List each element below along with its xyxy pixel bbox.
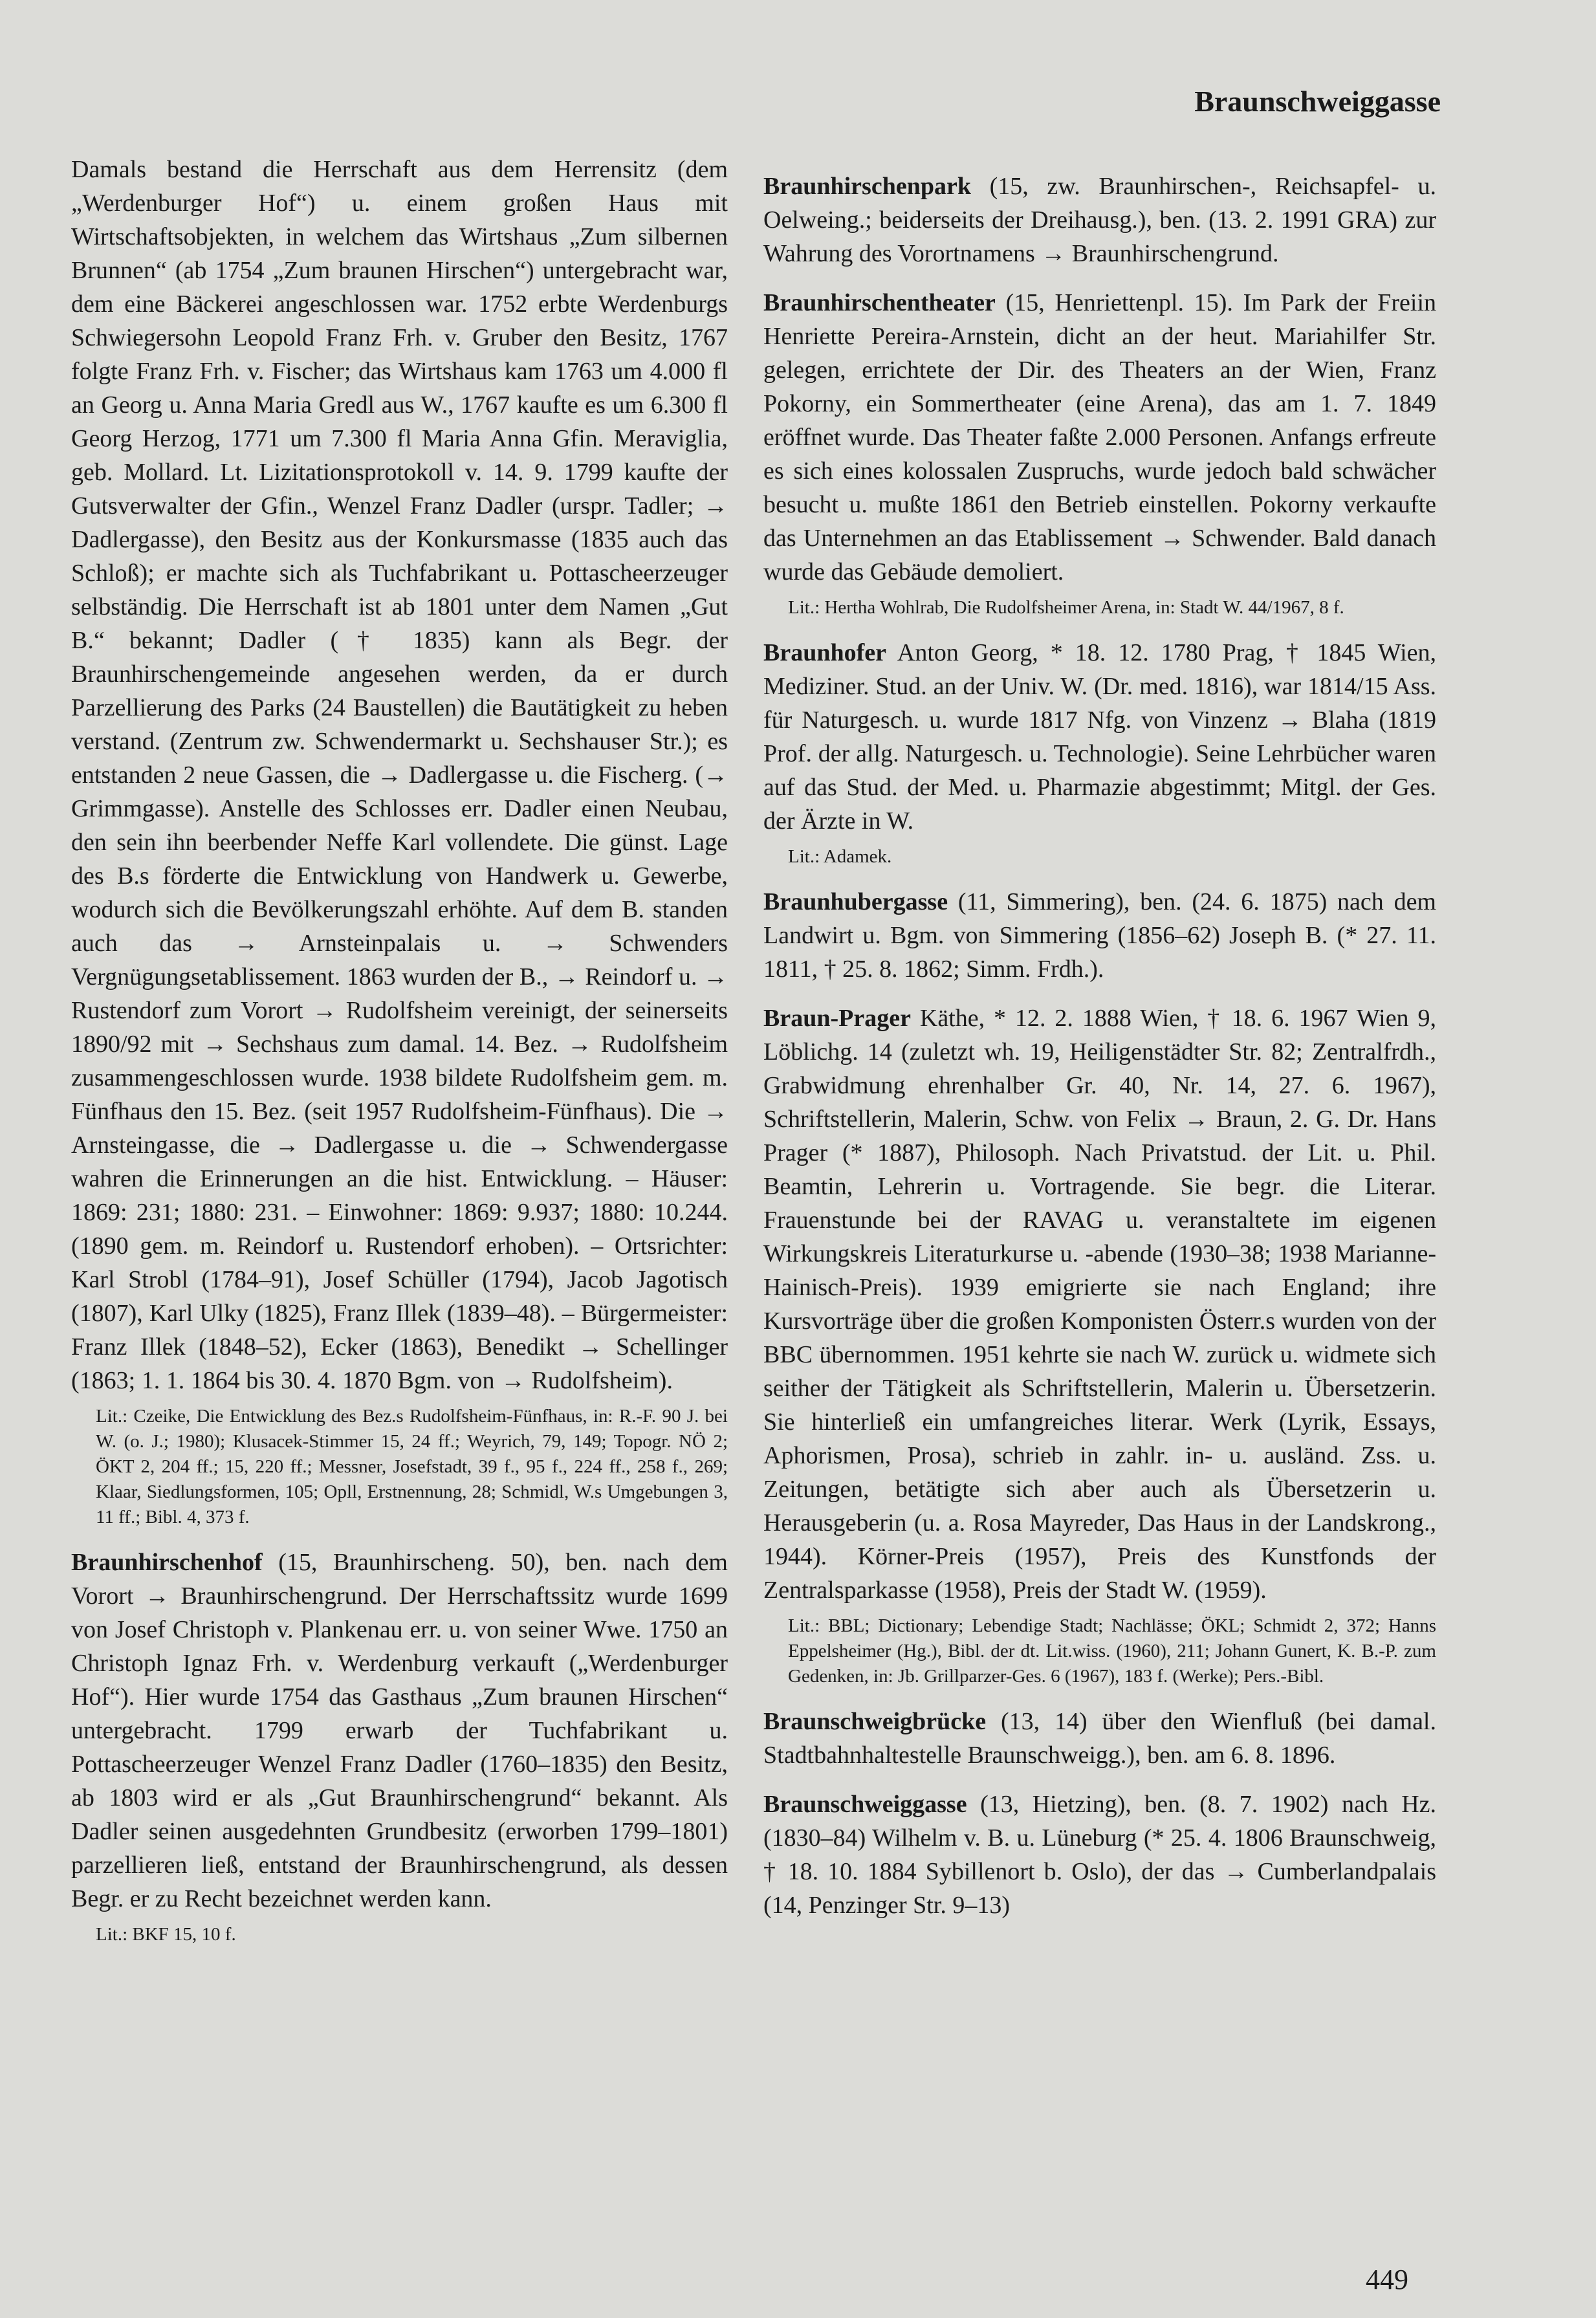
entry-text: (15, zw. Braunhirschen-, Reichsapfel- u. Oelweing.; beiderseits der Dreihausg.), ben. (13. 2. 1991 GRA) zur Wahrung des Vorortnamens → Braunhirschengrund. (763, 173, 1436, 267)
headword: Braun-Prager (763, 1005, 911, 1032)
intro-literature: Lit.: Czeike, Die Entwicklung des Bez.s Rudolfsheim-Fünfhaus, in: R.-F. 90 J. bei W. (o. J.; 1980); Klusacek-Stimmer 15, 24 ff.; Weyrich, 79, 149; Topogr. NÖ 2; ÖKT 2, 204 ff.; 15, 220 ff.; Messner, Josefstadt, 39 f., 95 f., 224 ff., 258 f., 269; Klaar, Siedlungsformen, 105; Opll, Erstnennung, 28; Schmidl, W.s Umgebungen 3, 11 ff.; Bibl. 4, 373 f. (96, 1406, 728, 1527)
entry-braunschweigbruecke (763, 1705, 1436, 1772)
entry-braunhubergasse (763, 885, 1436, 986)
entry-literature: Lit.: BKF 15, 10 f. (96, 1924, 236, 1945)
intro-paragraph: Damals bestand die Herrschaft aus dem Herrensitz (dem „Werdenburger Hof“) u. einem großen Haus mit Wirtschaftsobjekten, in welchem das Wirtshaus „Zum silbernen Brunnen“ (ab 1754 „Zum braunen Hirschen“) untergebracht war, dem eine Bäckerei angeschlossen war. 1752 erbte Werdenburgs Schwiegersohn Leopold Franz Frh. v. Gruber den Besitz, 1767 folgte Franz Frh. v. Fischer; das Wirtshaus kam 1763 um 4.000 fl an Georg u. Anna Maria Gredl aus W., 1767 kaufte es um 6.300 fl Georg Herzog, 1771 um 7.300 fl Maria Anna Gfin. Meraviglia, geb. Mollard. Lt. Lizitationsprotokoll v. 14. 9. 1799 kaufte der Gutsverwalter der Gfin., Wenzel Franz Dadler (urspr. Tadler; → Dadlergasse), den Besitz aus der Konkursmasse (1835 auch das Schloß); er machte sich als Tuchfabrikant u. Pottascheerzeuger selbständig. Die Herrschaft ist ab 1801 unter dem Namen „Gut B.“ bekannt; Dadler († 1835) kann als Begr. der Braunhirschengemeinde angesehen werden, da er durch Parzellierung des Parks (24 Baustellen) die Bautätigkeit zu heben verstand. (Zentrum zw. Schwendermarkt u. Sechshauser Str.); es entstanden 2 neue Gassen, die → Dadlergasse u. die Fischerg. (→ Grimmgasse). Anstelle des Schlosses err. Dadler einen Neubau, den sein ihn beerbender Neffe Karl vollendete. Die günst. Lage des B.s förderte die Entwicklung von Handwerk u. Gewerbe, wodurch sich die Bevölkerungszahl erhöhte. Auf dem B. standen auch das → Arnsteinpalais u. → Schwenders Vergnügungsetablissement. 1863 wurden der B., → Reindorf u. → Rustendorf zum Vorort → Rudolfsheim vereinigt, der seinerseits 1890/92 mit → Sechshaus zum damal. 14. Bez. → Rudolfsheim zusammengeschlossen wurde. 1938 bildete Rudolfsheim gem. m. Fünfhaus den 15. Bez. (seit 1957 Rudolfsheim-Fünfhaus). Die → Arnsteingasse, die → Dadlergasse u. die → Schwendergasse wahren die Erinnerungen an die hist. Entwicklung. – Häuser: 1869: 231; 1880: 231. – Einwohner: 1869: 9.937; 1880: 10.244. (1890 gem. m. Reindorf u. Rustendorf erhoben). – Ortsrichter: Karl Strobl (1784–91), Josef Schüller (1794), Jacob Jagotisch (1807), Karl Ulky (1825), Franz Illek (1839–48). – Bürgermeister: Franz Illek (1848–52), Ecker (1863), Benedikt → Schellinger (1863; 1. 1. 1864 bis 30. 4. 1870 Bgm. von → Rudolfsheim). (71, 156, 728, 1394)
entry-braunhirschentheater (763, 286, 1436, 589)
running-title: Braunschweiggasse (1194, 85, 1441, 118)
entry-braunschweiggasse (763, 1788, 1436, 1922)
entry-braunhofer (763, 636, 1436, 838)
entry-text: Käthe, * 12. 2. 1888 Wien, † 18. 6. 1967 Wien 9, Löblichg. 14 (zuletzt wh. 19, Heiligenstädter Str. 82; Zentralfrdh., Grabwidmung ehrenhalber Gr. 40, Nr. 14, 27. 6. 1967), Schriftstellerin, Malerin, Schw. von Felix → Braun, 2. G. Dr. Hans Prager (* 1887), Philosoph. Nach Privatstud. der Lit. u. Phil. Beamtin, Lehrerin u. Vortragende. Sie begr. die Literar. Frauenstunde bei der RAVAG u. veranstaltete im eigenen Wirkungskreis Literaturkurse u. -abende (1930–38; 1938 Marianne-Hainisch-Preis). 1939 emigrierte sie nach England; ihre Kursvorträge über die großen Komponisten Österr.s wurden von der BBC übernommen. 1951 kehrte sie nach W. zurück u. widmete sich seither der Tätigkeit als Schriftstellerin, Malerin u. Übersetzerin. Sie hinterließ ein umfangreiches literar. Werk (Lyrik, Essays, Aphorismen, Prosa), schrieb in zahlr. in- u. ausländ. Zss. u. Zeitungen, betätigte sich aber auch als Übersetzerin u. Herausgeberin (u. a. Rosa Mayreder, Das Haus in der Landskrong., 1944). Körner-Preis (1957), Preis des Kunstfonds der Zentralsparkasse (1958), Preis der Stadt W. (1959). (763, 1005, 1436, 1604)
headword: Braunhirschentheater (763, 289, 996, 316)
entry-literature: Lit.: BBL; Dictionary; Lebendige Stadt; Nachlässe; ÖKL; Schmidt 2, 372; Hanns Eppelsheimer (Hg.), Bibl. der dt. Lit.wiss. (1960), 211; Johann Gunert, K. B.-P. zum Gedenken, in: Jb. Grillparzer-Ges. 6 (1967), 183 f. (Werke); Pers.-Bibl. (788, 1615, 1436, 1687)
entry-text: (15, Henriettenpl. 15). Im Park der Freiin Henriette Pereira-Arnstein, dicht an der heut. Mariahilfer Str. gelegen, errichtete der Dir. des Theaters an der Wien, Franz Pokorny, ein Sommertheater (eine Arena), das am 1. 7. 1849 eröffnet wurde. Das Theater faßte 2.000 Personen. Anfangs erfreute es sich eines kolossalen Zuspruchs, wurde jedoch bald schwächer besucht u. mußte 1861 den Betrieb einstellen. Pokorny verkaufte das Unternehmen an das Etablissement → Schwender. Bald danach wurde das Gebäude demoliert. (763, 289, 1436, 585)
headword: Braunhofer (763, 639, 886, 666)
entry-text: Anton Georg, * 18. 12. 1780 Prag, † 1845 Wien, Mediziner. Stud. an der Univ. W. (Dr. med. 1816), war 1814/15 Ass. für Naturgesch. u. wurde 1817 Nfg. von Vinzenz → Blaha (1819 Prof. der allg. Naturgesch. u. Technologie). Seine Lehrbücher waren auf das Stud. der Med. u. Pharmazie abgestimmt; Mitgl. der Ges. der Ärzte in W. (763, 639, 1436, 835)
right-column (763, 169, 1436, 1922)
headword: Braunschweigbrücke (763, 1708, 987, 1735)
entry-literature: Lit.: Adamek. (788, 846, 892, 867)
page-number: 449 (1366, 2264, 1408, 2295)
entry-braunhirschenpark (763, 169, 1436, 270)
entry-text: (13, Hietzing), ben. (8. 7. 1902) nach Hz. (1830–84) Wilhelm v. B. u. Lüneburg (* 25. 4. 1806 Braunschweig, † 18. 10. 1884 Sybillenort b. Oslo), der das → Cumberlandpalais (14, Penzinger Str. 9–13) (763, 1791, 1436, 1919)
entry-text: (15, Braunhirscheng. 50), ben. nach dem Vorort → Braunhirschengrund. Der Herrschaftssitz wurde 1699 von Josef Christoph v. Plankenau err. u. von seiner Wwe. 1750 an Christoph Ignaz Frh. v. Werdenburg verkauft („Werdenburger Hof“). Hier wurde 1754 das Gasthaus „Zum braunen Hirschen“ untergebracht. 1799 erwarb der Tuchfabrikant u. Pottascheerzeuger Wenzel Franz Dadler (1760–1835) den Besitz, ab 1803 wird er als „Gut Braunhirschengrund“ bekannt. Als Dadler seinen ausgedehnten Grundbesitz (erworben 1799–1801) parzellieren ließ, entstand der Braunhirschengrund, als dessen Begr. er zu Recht bezeichnet werden kann. (71, 1549, 728, 1912)
entry-braunhirschenhof (71, 1546, 728, 1916)
entry-literature: Lit.: Hertha Wohlrab, Die Rudolfsheimer Arena, in: Stadt W. 44/1967, 8 f. (788, 597, 1344, 618)
headword: Braunhubergasse (763, 888, 948, 915)
headword: Braunhirschenpark (763, 173, 971, 200)
headword: Braunschweiggasse (763, 1791, 967, 1818)
left-column (71, 153, 728, 1947)
entry-braun-prager (763, 1001, 1436, 1607)
headword: Braunhirschenhof (71, 1549, 263, 1576)
entry-text: (11, Simmering), ben. (24. 6. 1875) nach dem Landwirt u. Bgm. von Simmering (1856–62) Joseph B. (* 27. 11. 1811, † 25. 8. 1862; Simm. Frdh.). (763, 888, 1436, 983)
entry-text: (13, 14) über den Wienfluß (bei damal. Stadtbahnhaltestelle Braunschweigg.), ben. am 6. 8. 1896. (763, 1708, 1436, 1769)
